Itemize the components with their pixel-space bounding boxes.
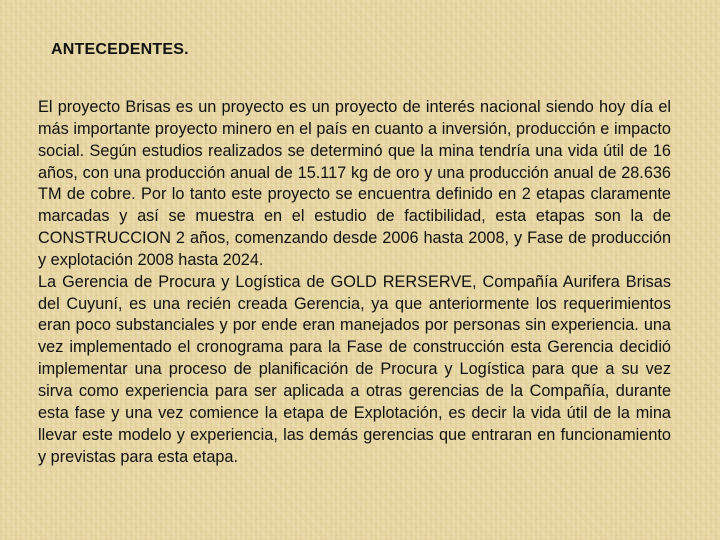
body-text <box>38 97 671 468</box>
paragraph-procurement-management: La Gerencia de Procura y Logística de GOLD RERSERVE, Compañía Aurifera Brisas del Cuyuní, es una recién creada Gerencia, ya que anteriormente los requerimientos eran poco substanciales y por ende eran manejados por personas sin experiencia. una vez implementado el cronograma para la Fase de construcción esta Gerencia decidió implementar una proceso de planificación de Procura y Logística para que a su vez sirva como experiencia para ser aplicada a otras gerencias de la Compañía, durante esta fase y una vez comience la etapa de Explotación, es decir la vida útil de la mina llevar este modelo y experiencia, las demás gerencias que entraran en funcionamiento y previstas para esta etapa. <box>38 272 671 466</box>
paragraph-project-overview: El proyecto Brisas es un proyecto es un proyecto de interés nacional siendo hoy día el más importante proyecto minero en el país en cuanto a inversión, producción e impacto social. Según estudios realizados se determinó que la mina tendría una vida útil de 16 años, con una producción anual de 15.117 kg de oro y una producción anual de 28.636 TM de cobre. Por lo tanto este proyecto se encuentra definido en 2 etapas claramente marcadas y así se muestra en el estudio de factibilidad, esta etapas son la de CONSTRUCCION 2 años, comenzando desde 2006 hasta 2008, y Fase de producción y explotación 2008 hasta 2024. <box>38 98 671 269</box>
page-title: ANTECEDENTES. <box>51 41 189 58</box>
